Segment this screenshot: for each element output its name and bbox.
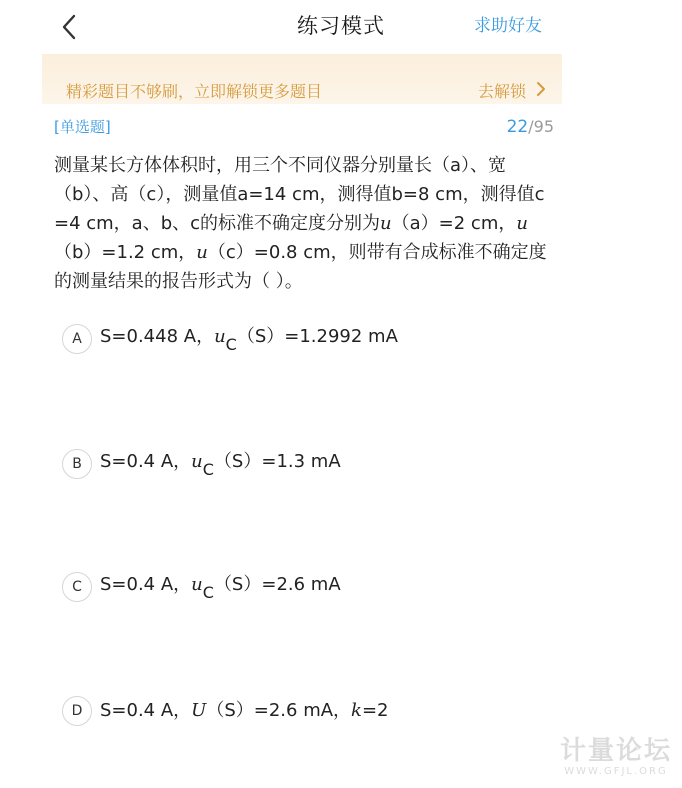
option-text: [100, 571, 341, 604]
stem-symbol: u: [516, 213, 528, 234]
option-letter-badge: C: [62, 572, 92, 602]
option-text-part: （S）=1.3 mA: [213, 450, 341, 472]
question-stem: [54, 151, 554, 296]
unlock-banner[interactable]: [42, 54, 562, 104]
option-c[interactable]: [62, 567, 341, 607]
stem-text: （c）=0.8 cm，则带有合成标准不确定度的测量结果的报告形式为（ ）。: [54, 242, 547, 292]
unlock-label: 去解锁: [477, 82, 526, 101]
stem-text: （b）=1.2 cm，: [54, 242, 197, 263]
option-letter-badge: A: [62, 324, 92, 354]
watermark-title: 计量论坛: [559, 736, 672, 766]
page-title: 练习模式: [297, 14, 385, 38]
stem-text: 测量某长方体体积时，用三个不同仪器分别量长（a）、宽（b）、高（c），测量值a=14 cm，测得值b=8 cm，测得值c=4 cm，a、b、c的标准不确定度分别为: [54, 155, 545, 234]
top-nav-bar: [0, 0, 682, 54]
chevron-right-icon: [536, 80, 546, 104]
option-subscript: C: [202, 583, 214, 603]
option-subscript: C: [202, 460, 214, 480]
option-letter-badge: D: [62, 696, 92, 726]
option-text: [100, 697, 389, 725]
question-type-label: [单选题]: [54, 118, 111, 136]
option-letter-badge: B: [62, 449, 92, 479]
stem-text: （a）=2 cm，: [391, 213, 517, 234]
option-text-part: S=0.448 A，: [100, 325, 215, 347]
option-text: [100, 448, 341, 481]
unlock-button[interactable]: [478, 80, 546, 104]
option-symbol: u: [191, 450, 203, 472]
option-symbol: k: [351, 700, 362, 721]
option-text-part: （S）=2.6 mA: [213, 573, 341, 595]
option-d[interactable]: [62, 691, 389, 731]
option-a[interactable]: [62, 319, 398, 359]
option-symbol: U: [191, 700, 207, 721]
option-text-part: （S）=2.6 mA，: [206, 700, 352, 721]
banner-text: 精彩题目不够刷，立即解锁更多题目: [66, 82, 323, 101]
watermark-url: WWW.GFJL.ORG: [564, 766, 668, 777]
current-question-number: 22: [506, 117, 529, 137]
site-watermark: [560, 736, 672, 778]
stem-symbol: u: [380, 213, 392, 234]
ask-friend-button[interactable]: 求助好友: [474, 16, 542, 36]
option-text-part: S=0.4 A，: [100, 450, 192, 472]
option-b[interactable]: [62, 444, 341, 484]
option-text: [100, 323, 398, 356]
option-text-part: S=0.4 A，: [100, 700, 192, 721]
option-symbol: u: [214, 325, 226, 347]
option-text-part: （S）=1.2992 mA: [236, 325, 398, 347]
option-subscript: C: [225, 335, 237, 355]
total-question-count: /95: [528, 117, 554, 136]
option-text-part: =2: [361, 700, 389, 721]
option-text-part: S=0.4 A，: [100, 573, 192, 595]
stem-symbol: u: [196, 242, 208, 263]
question-progress: [507, 115, 554, 139]
option-symbol: u: [191, 573, 203, 595]
